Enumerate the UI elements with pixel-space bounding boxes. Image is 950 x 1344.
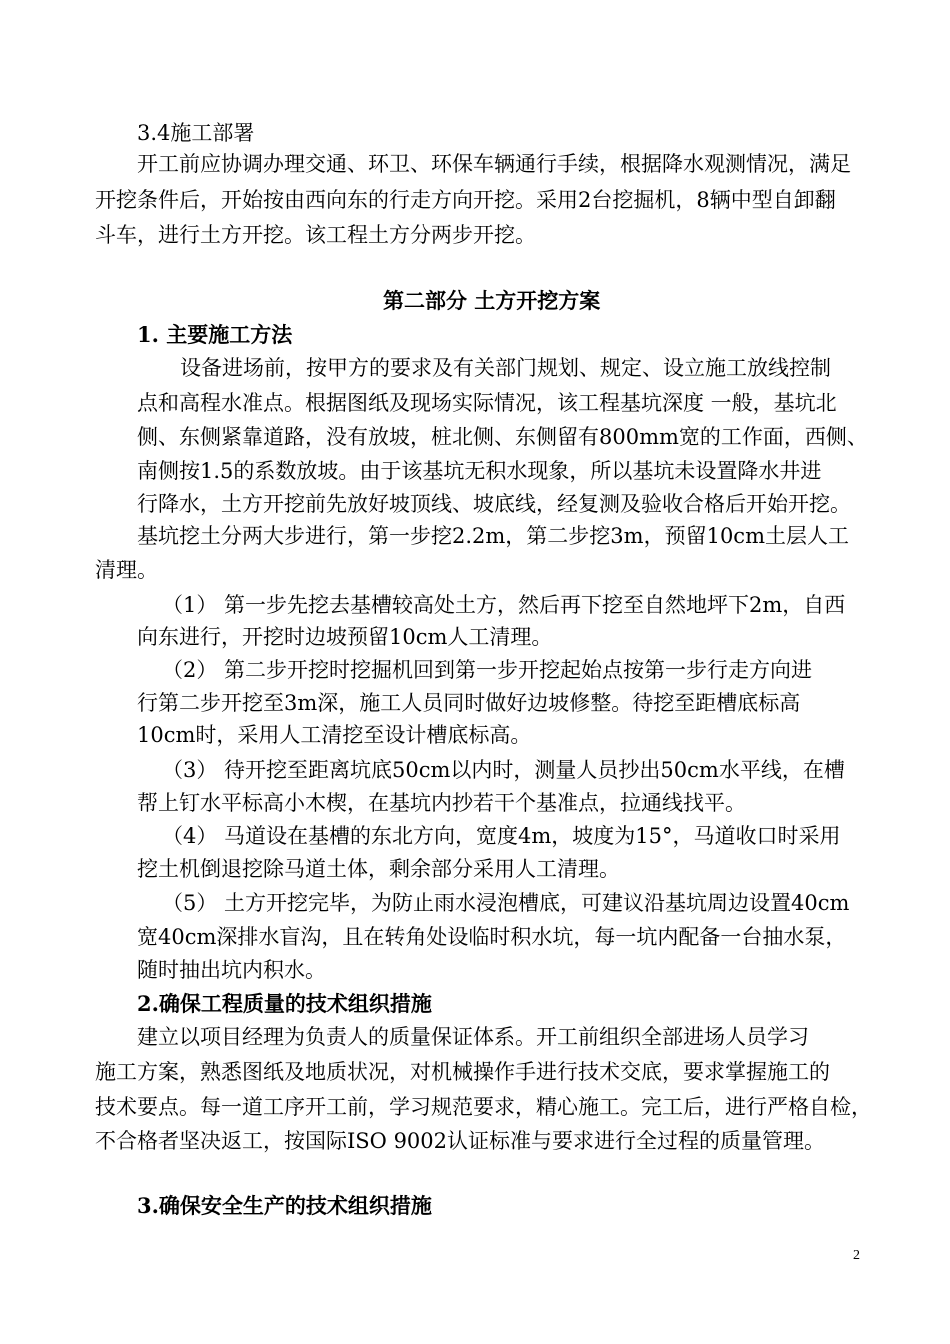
method-3-heading: 3.确保安全生产的技术组织措施 <box>137 1193 432 1218</box>
paragraph-line: 开挖条件后，开始按由西向东的行走方向开挖。采用2台挖掘机，8辆中型自卸翻 <box>95 188 836 212</box>
list-item-continuation: 挖土机倒退挖除马道土体，剩余部分采用人工清理。 <box>137 857 620 881</box>
paragraph-line: 侧、东侧紧靠道路，没有放坡，桩北侧、东侧留有800mm宽的工作面，西侧、 <box>137 425 868 449</box>
page-number: 2 <box>853 1248 860 1263</box>
paragraph-line: 施工方案，熟悉图纸及地质状况，对机械操作手进行技术交底，要求掌握施工的 <box>95 1060 830 1084</box>
list-item-continuation: 10cm时，采用人工清挖至设计槽底标高。 <box>137 723 532 747</box>
paragraph-line: 开工前应协调办理交通、环卫、环保车辆通行手续，根据降水观测情况，满足 <box>137 152 851 176</box>
paragraph-line: 南侧按1.5的系数放坡。由于该基坑无积水现象，所以基坑未设置降水井进 <box>137 459 822 483</box>
list-item-continuation: 帮上钉水平标高小木楔，在基坑内抄若干个基准点，拉通线找平。 <box>137 791 746 815</box>
list-item-continuation: 宽40cm深排水盲沟，且在转角处设临时积水坑，每一坑内配备一台抽水泵， <box>137 925 847 949</box>
paragraph-line: 斗车，进行土方开挖。该工程土方分两步开挖。 <box>95 223 536 247</box>
list-item-continuation: 随时抽出坑内积水。 <box>137 958 326 982</box>
method-2-heading: 2.确保工程质量的技术组织措施 <box>137 991 432 1016</box>
list-item-continuation: 向东进行，开挖时边坡预留10cm人工清理。 <box>137 625 553 649</box>
list-item: （5） 土方开挖完毕，为防止雨水浸泡槽底，可建议沿基坑周边设置40cm <box>162 891 850 915</box>
list-item: （2） 第二步开挖时挖掘机回到第一步开挖起始点按第一步行走方向进 <box>162 658 813 682</box>
method-1-heading: 1. 主要施工方法 <box>137 322 293 347</box>
list-item: （1） 第一步先挖去基槽较高处土方，然后再下挖至自然地坪下2m，自西 <box>162 593 846 617</box>
section-3-4-heading: 3.4施工部署 <box>137 121 255 145</box>
paragraph-line: 行降水，土方开挖前先放好坡顶线、坡底线，经复测及验收合格后开始开挖。 <box>137 492 851 516</box>
paragraph-line: 设备进场前，按甲方的要求及有关部门规划、规定、设立施工放线控制 <box>180 356 831 380</box>
list-item-continuation: 行第二步开挖至3m深，施工人员同时做好边坡修整。待挖至距槽底标高 <box>137 691 801 715</box>
paragraph-line: 技术要点。每一道工序开工前，学习规范要求，精心施工。完工后，进行严格自检， <box>95 1095 872 1119</box>
paragraph-line: 清理。 <box>95 558 158 582</box>
list-item: （4） 马道设在基槽的东北方向，宽度4m，坡度为15°，马道收口时采用 <box>162 824 841 848</box>
paragraph-line: 建立以项目经理为负责人的质量保证体系。开工前组织全部进场人员学习 <box>137 1025 809 1049</box>
list-item: （3） 待开挖至距离坑底50cm以内时，测量人员抄出50cm水平线，在槽 <box>162 758 845 782</box>
paragraph-line: 不合格者坚决返工，按国际ISO 9002认证标准与要求进行全过程的质量管理。 <box>95 1129 826 1153</box>
paragraph-line: 点和高程水准点。根据图纸及现场实际情况，该工程基坑深度 一般，基坑北 <box>137 391 837 415</box>
paragraph-line: 基坑挖土分两大步进行，第一步挖2.2m，第二步挖3m，预留10cm土层人工 <box>137 524 849 548</box>
part-two-title: 第二部分 土方开挖方案 <box>383 288 601 313</box>
